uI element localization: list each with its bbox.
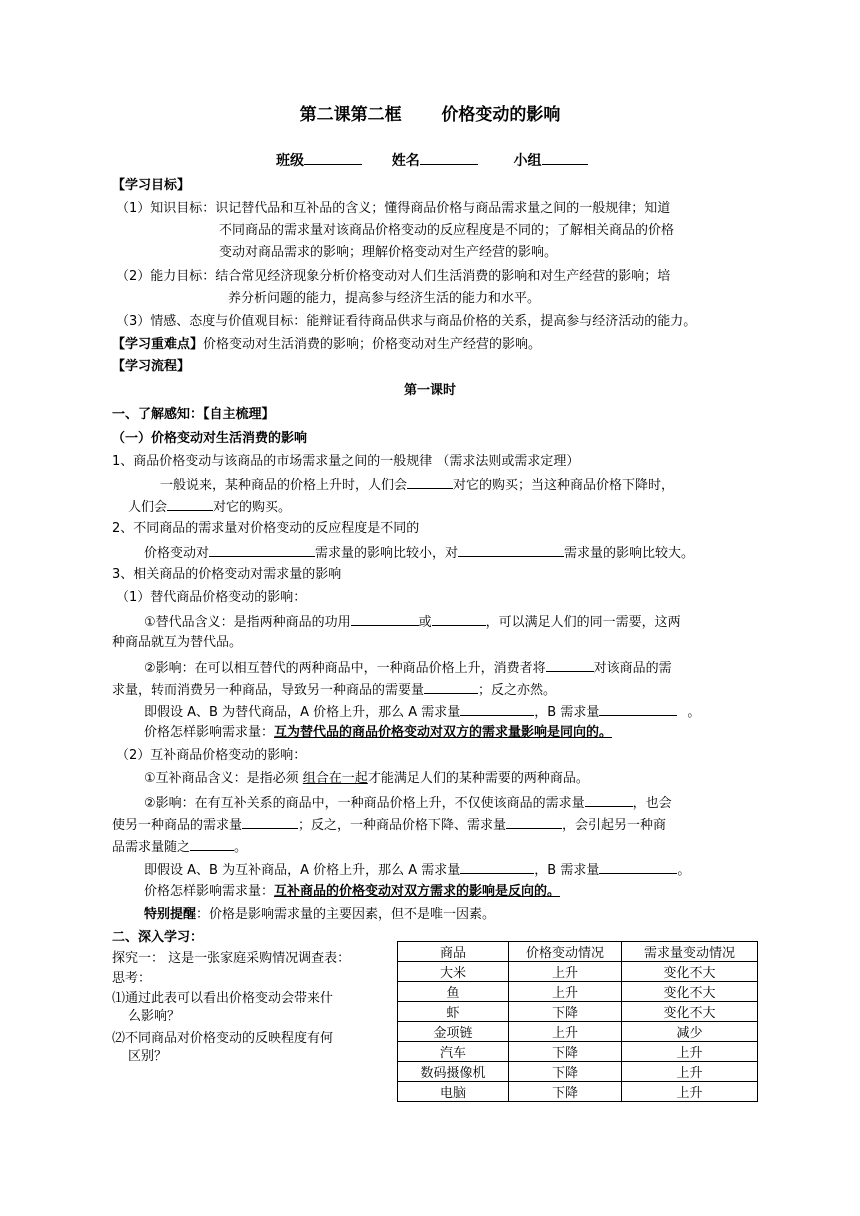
s2-text-a2: 组合在一起: [302, 771, 368, 786]
explore-line: 探究一： 这是一张家庭采购情况调查表：: [112, 951, 351, 966]
goals-heading: 【学习目标】: [112, 178, 191, 193]
s2-text-d1: 价格怎样影响需求量：: [144, 884, 275, 899]
cell-demand: 变化不大: [622, 1002, 758, 1022]
goal-2-line-2: 养分析问题的能力，提高参与经济生活的能力和水平。: [228, 291, 541, 306]
cell-price: 下降: [509, 1062, 622, 1082]
s1-text-c1: 即假设 A、B 为替代商品，A 价格上升，那么 A 需求量: [144, 705, 461, 720]
cell-demand: 减少: [622, 1022, 758, 1042]
cell-goods: 鱼: [398, 982, 509, 1002]
p1-line-2: [128, 497, 291, 516]
table-header-row: [398, 942, 758, 962]
s1-text-b1: ②影响：在可以相互替代的两种商品中，一种商品价格上升，消费者将: [144, 661, 546, 676]
title-left: 第二课第二框: [299, 105, 402, 125]
s1-blank-b2[interactable]: [424, 680, 478, 694]
cell-demand: 上升: [622, 1042, 758, 1062]
p2-text-a: 价格变动对: [144, 546, 210, 561]
p1-text-d: 对它的购买。: [213, 500, 292, 515]
p2-text-c: 需求量的影响比较大。: [564, 546, 695, 561]
p2-blank-1[interactable]: [209, 543, 315, 557]
s2-line-b3: [112, 837, 247, 856]
p2-blank-2[interactable]: [458, 543, 564, 557]
s1-line-a4: 种商品就互为替代品。: [112, 635, 243, 650]
group-blank[interactable]: [542, 151, 588, 165]
s1-text-c2: ，B 需求量: [534, 705, 600, 720]
p2-line: [144, 543, 694, 562]
p1-text-b: 对它的购买；当这种商品价格下降时，: [453, 478, 675, 493]
cell-demand: 上升: [622, 1082, 758, 1102]
table-row: [398, 1042, 758, 1062]
goal-1-line-1: （1）知识目标：识记替代品和互补品的含义；懂得商品价格与商品需求量之间的一般规律；知道: [116, 201, 671, 216]
cell-demand: 变化不大: [622, 982, 758, 1002]
cell-goods: 大米: [398, 962, 509, 982]
think-label: 思考：: [112, 971, 152, 986]
table-row: [398, 1062, 758, 1082]
cell-price: 上升: [509, 1022, 622, 1042]
cell-price: 上升: [509, 982, 622, 1002]
s2-text-a3: 才能满足人们的某种需要的两种商品。: [367, 771, 589, 786]
s2-text-b6: 品需求量随之: [112, 840, 191, 855]
s2-text-b5: ，会引起另一种商: [562, 818, 667, 833]
s1-text-c3: 。: [687, 705, 701, 720]
s2-title: （2）互补商品价格变动的影响：: [116, 748, 307, 763]
s1-text-d1: 价格怎样影响需求量：: [144, 725, 275, 740]
s2-rule: 互补商品的价格变动对双方需求的影响是反向的。: [274, 884, 561, 899]
question-1-line-2: 么影响？: [128, 1009, 181, 1024]
table-row: [398, 982, 758, 1002]
s1-text-b3: 求量，转而消费另一种商品，导致另一种商品的需要量: [112, 683, 425, 698]
tip-line: [144, 906, 495, 923]
s2-line-b2: [112, 815, 666, 834]
info-line: [276, 151, 588, 170]
question-2-line-1: ⑵不同商品对价格变动的反映程度有何: [112, 1031, 334, 1046]
s1-line-c: [144, 702, 700, 721]
table-row: [398, 1022, 758, 1042]
cell-goods: 数码摄像机: [398, 1062, 509, 1082]
goal-1-line-3: 变动对商品需求的影响；理解价格变动对生产经营的影响。: [219, 245, 558, 260]
p1-blank-2[interactable]: [167, 497, 213, 511]
page-title: [0, 104, 860, 126]
difficulty-label: 【学习重难点】: [112, 337, 204, 352]
s2-blank-b3[interactable]: [506, 815, 562, 829]
s1-blank-c2[interactable]: [599, 702, 677, 716]
question-2-line-2: 区别？: [128, 1049, 168, 1064]
s1-line-a: [144, 612, 681, 631]
name-blank[interactable]: [420, 151, 478, 165]
group-label: 小组: [513, 153, 542, 169]
s1-line-d: [144, 724, 612, 741]
cell-price: 下降: [509, 1042, 622, 1062]
s2-blank-b4[interactable]: [190, 837, 234, 851]
table-row: [398, 1002, 758, 1022]
class-label: 班级: [276, 153, 304, 169]
part1-heading: 一、了解感知：【自主梳理】: [112, 407, 275, 422]
difficulty-text: 价格变动对生活消费的影响；价格变动对生产经营的影响。: [203, 337, 542, 352]
cell-goods: 电脑: [398, 1082, 509, 1102]
p2-text-b: 需求量的影响比较小，对: [315, 546, 459, 561]
survey-table: [397, 941, 758, 1102]
s2-blank-c2[interactable]: [599, 860, 677, 874]
p2-title: 2、不同商品的需求量对价格变动的反应程度是不同的: [112, 521, 420, 536]
cell-price: 上升: [509, 962, 622, 982]
goal-1-line-2: 不同商品的需求量对该商品价格变动的反应程度是不同的；了解相关商品的价格: [219, 223, 675, 238]
s1-blank-c1[interactable]: [460, 702, 534, 716]
header-goods: 商品: [398, 942, 509, 962]
s2-text-b3: 使另一种商品的需求量: [112, 818, 243, 833]
cell-goods: 汽车: [398, 1042, 509, 1062]
cell-price: 下降: [509, 1082, 622, 1102]
table-row: [398, 1082, 758, 1102]
part2-heading: 二、深入学习：: [112, 930, 204, 945]
p1-text-a: 一般说来，某种商品的价格上升时，人们会: [160, 478, 408, 493]
title-right: 价格变动的影响: [441, 105, 561, 125]
s2-line-b: [144, 793, 672, 812]
s2-text-b4: ；反之，一种商品价格下降、需求量: [298, 818, 507, 833]
question-1-line-1: ⑴通过此表可以看出价格变动会带来什: [112, 991, 334, 1006]
lesson-heading: 第一课时: [403, 383, 456, 398]
s2-text-b1: ②影响：在有互补关系的商品中，一种商品价格上升，不仅使该商品的需求量: [144, 796, 585, 811]
s2-text-c1: 即假设 A、B 为互补商品，A 价格上升，那么 A 需求量: [144, 863, 461, 878]
tip-label: 特别提醒: [144, 907, 197, 922]
p1-blank-1[interactable]: [407, 475, 453, 489]
s2-blank-c1[interactable]: [460, 860, 534, 874]
difficulty-line: [112, 336, 541, 353]
s2-line-c: [144, 860, 690, 879]
s2-blank-b2[interactable]: [242, 815, 298, 829]
cell-price: 下降: [509, 1002, 622, 1022]
cell-goods: 金项链: [398, 1022, 509, 1042]
s1-title: （1）替代商品价格变动的影响：: [116, 590, 307, 605]
p1-title: 1、商品价格变动与该商品的市场需求量之间的一般规律 （需求法则或需求定理）: [112, 454, 580, 469]
s1-text-a2: 或: [418, 615, 432, 630]
s1-line-b2: [112, 680, 556, 699]
s2-blank-b1[interactable]: [585, 793, 633, 807]
p3-title: 3、相关商品的价格变动对需求量的影响: [112, 567, 342, 582]
tip-text: ：价格是影响需求量的主要因素，但不是唯一因素。: [196, 907, 496, 922]
s2-text-c3: 。: [677, 863, 691, 878]
s2-text-b2: ，也会: [632, 796, 672, 811]
name-label: 姓名: [391, 153, 420, 169]
header-demand-change: 需求量变动情况: [622, 942, 758, 962]
s1-blank-a2[interactable]: [432, 612, 486, 626]
s2-text-a1: ①互补商品含义：是指必须: [144, 771, 303, 786]
p1-text-c: 人们会: [128, 500, 168, 515]
cell-demand: 上升: [622, 1062, 758, 1082]
s1-blank-b1[interactable]: [546, 658, 594, 672]
s1-text-b4: ；反之亦然。: [478, 683, 557, 698]
s1-text-a1: ①替代品含义：是指两种商品的功用: [144, 615, 351, 630]
table-row: [398, 962, 758, 982]
s2-line-d: [144, 883, 560, 900]
part1-sub1: （一）价格变动对生活消费的影响: [112, 431, 308, 446]
s2-text-b7: 。: [234, 840, 248, 855]
cell-demand: 变化不大: [622, 962, 758, 982]
flow-heading: 【学习流程】: [112, 359, 191, 374]
s1-line-b: [144, 658, 672, 677]
s1-text-a3: ，可以满足人们的同一需要，这两: [485, 615, 681, 630]
cell-goods: 虾: [398, 1002, 509, 1022]
s2-text-c2: ，B 需求量: [534, 863, 600, 878]
p1-line-1: [160, 475, 674, 494]
header-price-change: 价格变动情况: [509, 942, 622, 962]
class-blank[interactable]: [304, 151, 362, 165]
s2-line-a: [144, 770, 589, 787]
goal-2-line-1: （2）能力目标：结合常见经济现象分析价格变动对人们生活消费的影响和对生产经营的影响；培: [116, 269, 671, 284]
s1-rule: 互为替代品的商品价格变动对双方的需求量影响是同向的。: [274, 725, 613, 740]
s1-blank-a1[interactable]: [351, 612, 419, 626]
goal-3: （3）情感、态度与价值观目标：能辩证看待商品供求与商品价格的关系，提高参与经济活动的能力。: [116, 314, 697, 329]
s1-text-b2: 对该商品的需: [593, 661, 672, 676]
